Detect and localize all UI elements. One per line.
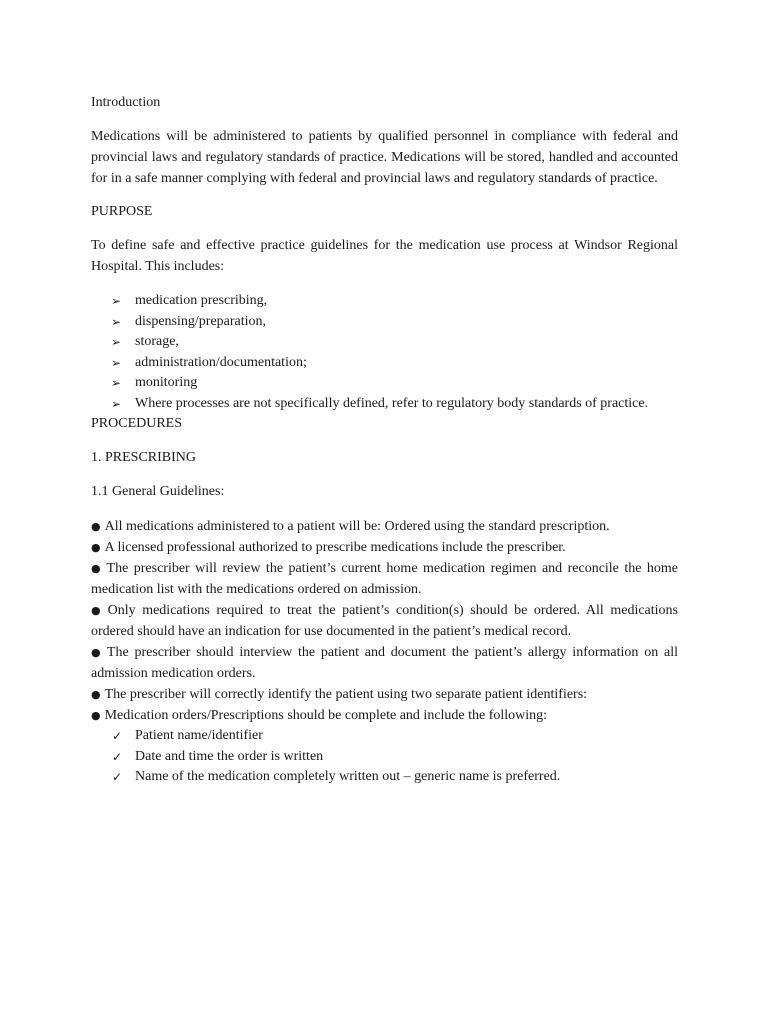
- bullet-icon: ●: [91, 604, 104, 617]
- guideline-item: ● The prescriber will review the patient’s current home medication regimen and reconcile the home medication list with the medications ordered on admission.: [91, 561, 678, 597]
- document-page: [91, 93, 678, 788]
- arrow-bullet-icon: ➢: [111, 314, 122, 329]
- prescribing-heading: 1. PRESCRIBING: [91, 450, 197, 465]
- arrow-bullet-icon: ➢: [111, 396, 122, 411]
- list-item: ➢ Where processes are not specifically defined, refer to regulatory body standards of practice.: [91, 394, 678, 415]
- guideline-item: ● The prescriber will correctly identify the patient using two separate patient identifiers:: [91, 687, 588, 702]
- list-item: ➢ dispensing/preparation,: [91, 312, 678, 333]
- purpose-paragraph: To define safe and effective practice guidelines for the medication use process at Windsor Regional Hospital. This includes:: [91, 238, 678, 274]
- bullet-icon: ●: [91, 646, 103, 659]
- bullet-icon: ●: [91, 562, 103, 575]
- list-item: ➢ administration/documentation;: [91, 353, 678, 374]
- guideline-item: ● All medications administered to a patient will be: Ordered using the standard prescription.: [91, 519, 610, 534]
- arrow-bullet-icon: ➢: [111, 294, 122, 308]
- guideline-item: ● Medication orders/Prescriptions should be complete and include the following:: [91, 708, 548, 723]
- list-item: ➢ monitoring: [91, 373, 678, 394]
- list-item: ➢ medication prescribing,: [91, 291, 678, 312]
- guideline-item: ● The prescriber should interview the patient and document the patient’s allergy information on all admission medication orders.: [91, 645, 678, 681]
- checkmark-icon: ✓: [112, 770, 123, 784]
- bullet-icon: ●: [91, 520, 101, 533]
- purpose-heading: PURPOSE: [91, 204, 153, 219]
- list-item: ✓ Date and time the order is written: [91, 747, 678, 768]
- purpose-list: [91, 291, 678, 414]
- guideline-item: ● A licensed professional authorized to prescribe medications include the prescriber.: [91, 540, 566, 555]
- bullet-icon: ●: [91, 541, 101, 554]
- bullet-icon: ●: [91, 688, 101, 701]
- general-guidelines-heading: 1.1 General Guidelines:: [91, 484, 225, 499]
- order-requirements-list: [91, 726, 678, 788]
- arrow-bullet-icon: ➢: [111, 335, 122, 349]
- arrow-bullet-icon: ➢: [111, 376, 122, 390]
- list-item: ➢ storage,: [91, 332, 678, 353]
- intro-paragraph: Medications will be administered to patients by qualified personnel in compliance with federal and provincial laws and regulatory standards of practice. Medications will be stored, handled and accounted for in a safe manner complying with federal and provincial laws and regulatory standards of practice.: [91, 129, 678, 186]
- procedures-heading: PROCEDURES: [91, 416, 183, 431]
- list-item: ✓ Patient name/identifier: [91, 726, 678, 747]
- intro-heading: Introduction: [91, 95, 161, 110]
- bullet-icon: ●: [91, 709, 101, 722]
- arrow-bullet-icon: ➢: [111, 355, 122, 370]
- checkmark-icon: ✓: [112, 729, 123, 743]
- guideline-item: ● Only medications required to treat the patient’s condition(s) should be ordered. All medications ordered should have an indication for use documented in the patient’s medical record.: [91, 603, 679, 639]
- checkmark-icon: ✓: [112, 749, 123, 764]
- list-item: ✓ Name of the medication completely written out – generic name is preferred.: [91, 767, 678, 788]
